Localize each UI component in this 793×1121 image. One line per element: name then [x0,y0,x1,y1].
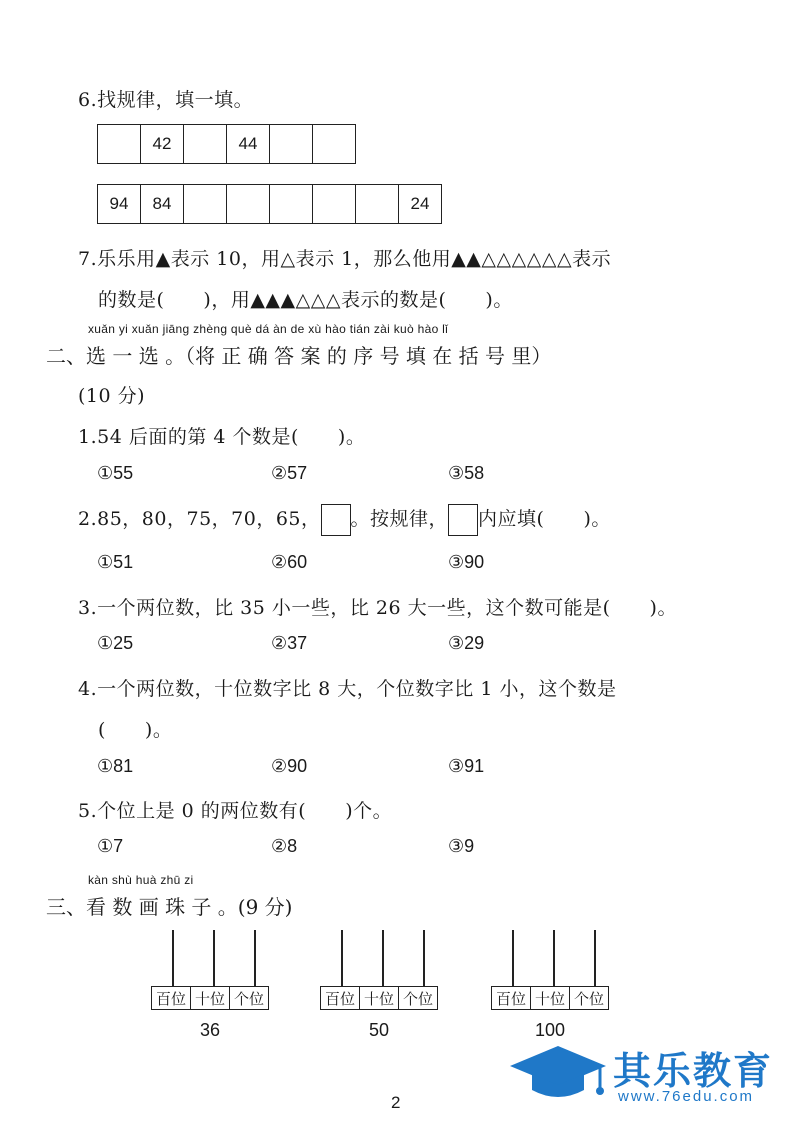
label-hundreds: 百位 [152,987,191,1010]
q7-line-1: 7.乐乐用▲表示 10，用△表示 1，那么他用▲▲△△△△△△表示 [78,248,612,270]
rod[interactable] [553,930,555,986]
cell: 24 [399,185,442,224]
cell: 44 [227,125,270,164]
rod[interactable] [594,930,596,986]
cell[interactable] [313,125,356,164]
cell[interactable] [313,185,356,224]
abacus-number: 100 [534,1020,566,1040]
blank-box[interactable] [321,504,351,536]
q6-sequence-row-1 [97,124,356,164]
question-1: 1.54 后面的第 4 个数是( )。 [78,426,366,448]
section2-score: (10 分) [78,385,146,407]
cell: 42 [141,125,184,164]
rod[interactable] [254,930,256,986]
option-c[interactable]: ③91 [448,756,485,776]
option-b[interactable]: ②8 [271,836,298,856]
rod[interactable] [341,930,343,986]
rod[interactable] [423,930,425,986]
graduation-cap-icon [508,1042,608,1106]
place-value-labels [491,986,609,1010]
label-hundreds: 百位 [492,987,531,1010]
q6-title: 6.找规律，填一填。 [78,89,254,111]
section2-title: 二、选 一 选 。（将 正 确 答 案 的 序 号 填 在 括 号 里） [46,344,552,368]
abacus-number: 36 [199,1020,221,1040]
abacus-2 [320,930,438,1041]
abacus-number: 50 [368,1020,390,1040]
blank-box[interactable] [448,504,478,536]
cell[interactable] [184,125,227,164]
page-number: 2 [391,1093,401,1112]
option-a[interactable]: ①55 [97,463,134,483]
rod[interactable] [213,930,215,986]
place-value-labels [320,986,438,1010]
label-hundreds: 百位 [321,987,360,1010]
label-tens: 十位 [531,987,570,1010]
option-a[interactable]: ①51 [97,552,134,572]
question-5: 5.个位上是 0 的两位数有( )个。 [78,800,393,822]
q6-sequence-row-2 [97,184,442,224]
rod[interactable] [512,930,514,986]
option-b[interactable]: ②60 [271,552,308,572]
cell[interactable] [227,185,270,224]
cell: 94 [98,185,141,224]
q7-line-2: 的数是( )，用▲▲▲△△△表示的数是( )。 [98,289,513,311]
option-b[interactable]: ②90 [271,756,308,776]
option-c[interactable]: ③90 [448,552,485,572]
rod[interactable] [382,930,384,986]
option-c[interactable]: ③58 [448,463,485,483]
logo [508,1040,788,1112]
question-3: 3.一个两位数，比 35 小一些，比 26 大一些，这个数可能是( )。 [78,597,677,619]
option-a[interactable]: ①81 [97,756,134,776]
abacus-3 [491,930,609,1041]
logo-text: 其乐教育 [613,1049,774,1093]
cell[interactable] [356,185,399,224]
section3-pinyin: kàn shù huà zhū zi [88,873,194,887]
option-b[interactable]: ②37 [271,633,308,653]
abacus-1 [151,930,269,1041]
option-c[interactable]: ③9 [448,836,475,856]
label-tens: 十位 [360,987,399,1010]
option-a[interactable]: ①25 [97,633,134,653]
option-b[interactable]: ②57 [271,463,308,483]
label-ones: 个位 [230,987,269,1010]
label-ones: 个位 [399,987,438,1010]
question-4-line-2: ( )。 [98,719,173,741]
rod[interactable] [172,930,174,986]
cell[interactable] [184,185,227,224]
question-4-line-1: 4.一个两位数，十位数字比 8 大，个位数字比 1 小，这个数是 [78,678,617,700]
cell[interactable] [98,125,141,164]
question-2: 2.85，80，75，70，65， 。按规律， 内应填( )。 [78,504,611,536]
label-ones: 个位 [570,987,609,1010]
section3-title: 三、看 数 画 珠 子 。(9 分) [46,895,293,919]
option-a[interactable]: ①7 [97,836,124,856]
cell[interactable] [270,185,313,224]
section2-pinyin: xuǎn yi xuǎn jiāng zhèng què dá àn de xù hào tián zài kuò hào lǐ [88,322,449,336]
logo-url[interactable]: www.76edu.com [618,1088,755,1105]
cell[interactable] [270,125,313,164]
cell: 84 [141,185,184,224]
label-tens: 十位 [191,987,230,1010]
place-value-labels [151,986,269,1010]
option-c[interactable]: ③29 [448,633,485,653]
